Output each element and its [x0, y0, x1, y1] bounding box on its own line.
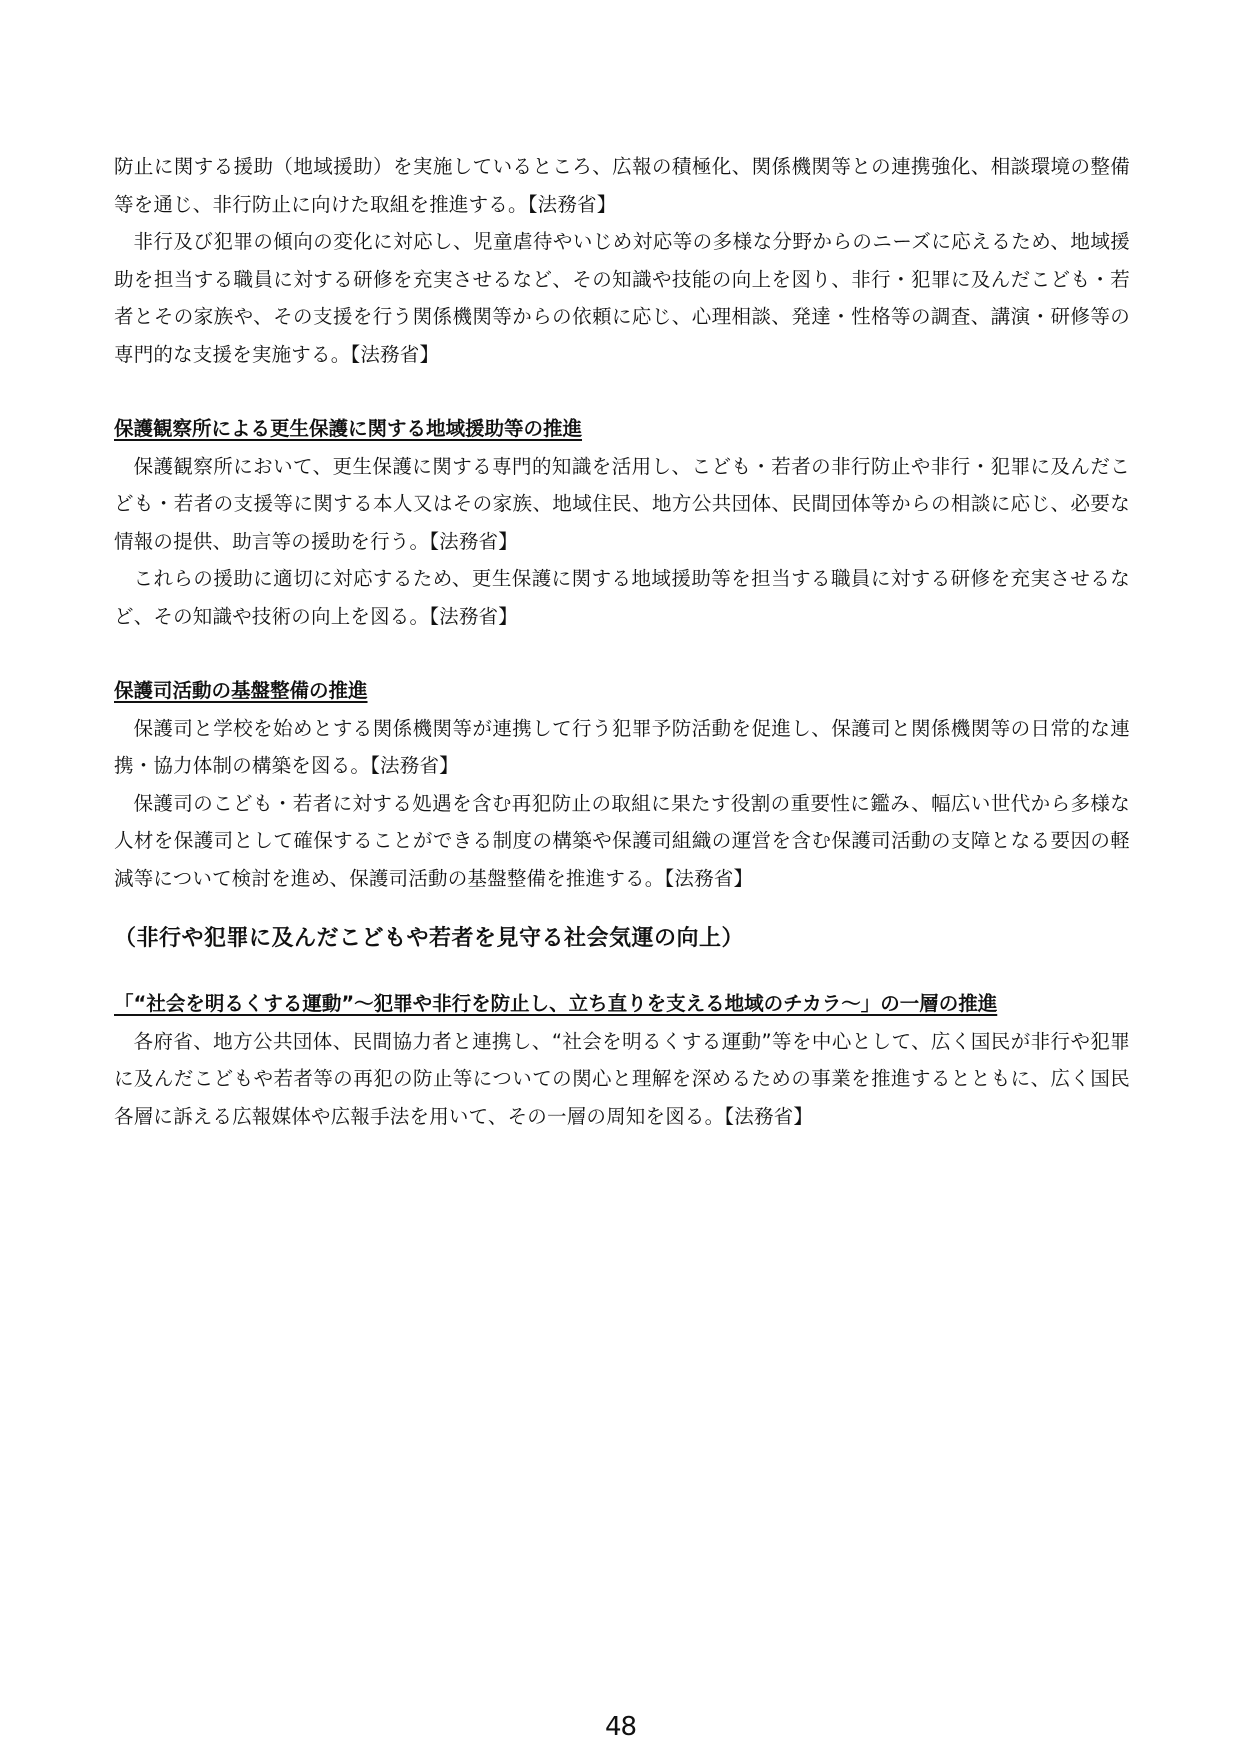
section-paragraph: 保護司と学校を始めとする関係機関等が連携して行う犯罪予防活動を促進し、保護司と関係機関等の日常的な連携・協力体制の構築を図る。【法務省】	[114, 716, 1130, 777]
page-number: 48	[604, 1712, 637, 1742]
intro-paragraph-2: 非行及び犯罪の傾向の変化に対応し、児童虐待やいじめ対応等の多様な分野からのニーズに応えるため、地域援助を担当する職員に対する研修を充実させるなど、その知識や技能の向上を図り、非行・犯罪に及んだこども・若者とその家族や、その支援を行う関係機関等からの依頼に応じ、心理相談、発達・性格等の調査、講演・研修等の専門的な支援を実施する。【法務省】	[114, 230, 1130, 366]
section-paragraph: 保護司のこども・若者に対する処遇を含む再犯防止の取組に果たす役割の重要性に鑑み、幅広い世代から多様な人材を保護司として確保することができる制度の構築や保護司組織の運営を含む保護司活動の支障となる要因の軽減等について検討を進め、保護司活動の基盤整備を推進する。【法務省】	[114, 791, 1130, 890]
section-probation-office	[114, 410, 1130, 635]
section-heading: 保護観察所による更生保護に関する地域援助等の推進	[114, 417, 583, 440]
section-bright-society-campaign	[114, 985, 1130, 1135]
intro-paragraph-1: 防止に関する援助（地域援助）を実施しているところ、広報の積極化、関係機関等との連携強化、相談環境の整備等を通じ、非行防止に向けた取組を推進する。【法務省】	[114, 155, 1130, 216]
page-content	[114, 148, 1130, 1135]
section-title-block	[114, 919, 1130, 959]
section-paragraph: 保護観察所において、更生保護に関する専門的知識を活用し、こども・若者の非行防止や非行・犯罪に及んだこども・若者の支援等に関する本人又はその家族、地域住民、地方公共団体、民間団体等からの相談に応じ、必要な情報の提供、助言等の援助を行う。【法務省】	[114, 454, 1130, 553]
section-title: （非行や犯罪に及んだこどもや若者を見守る社会気運の向上）	[114, 926, 745, 951]
section-heading: 保護司活動の基盤整備の推進	[114, 679, 368, 702]
section-heading: 「“社会を明るくする運動”～犯罪や非行を防止し、立ち直りを支える地域のチカラ～」の一層の推進	[114, 992, 998, 1015]
section-paragraph: これらの援助に適切に対応するため、更生保護に関する地域援助等を担当する職員に対する研修を充実させるなど、その知識や技術の向上を図る。【法務省】	[114, 567, 1130, 628]
section-paragraph: 各府省、地方公共団体、民間協力者と連携し、“社会を明るくする運動”等を中心として、広く国民が非行や犯罪に及んだこどもや若者等の再犯の防止等についての関心と理解を深めるための事業を推進するとともに、広く国民各層に訴える広報媒体や広報手法を用いて、その一層の周知を図る。【法務省】	[114, 1029, 1130, 1128]
section-volunteer-probation-officer	[114, 672, 1130, 897]
intro-block	[114, 148, 1130, 373]
